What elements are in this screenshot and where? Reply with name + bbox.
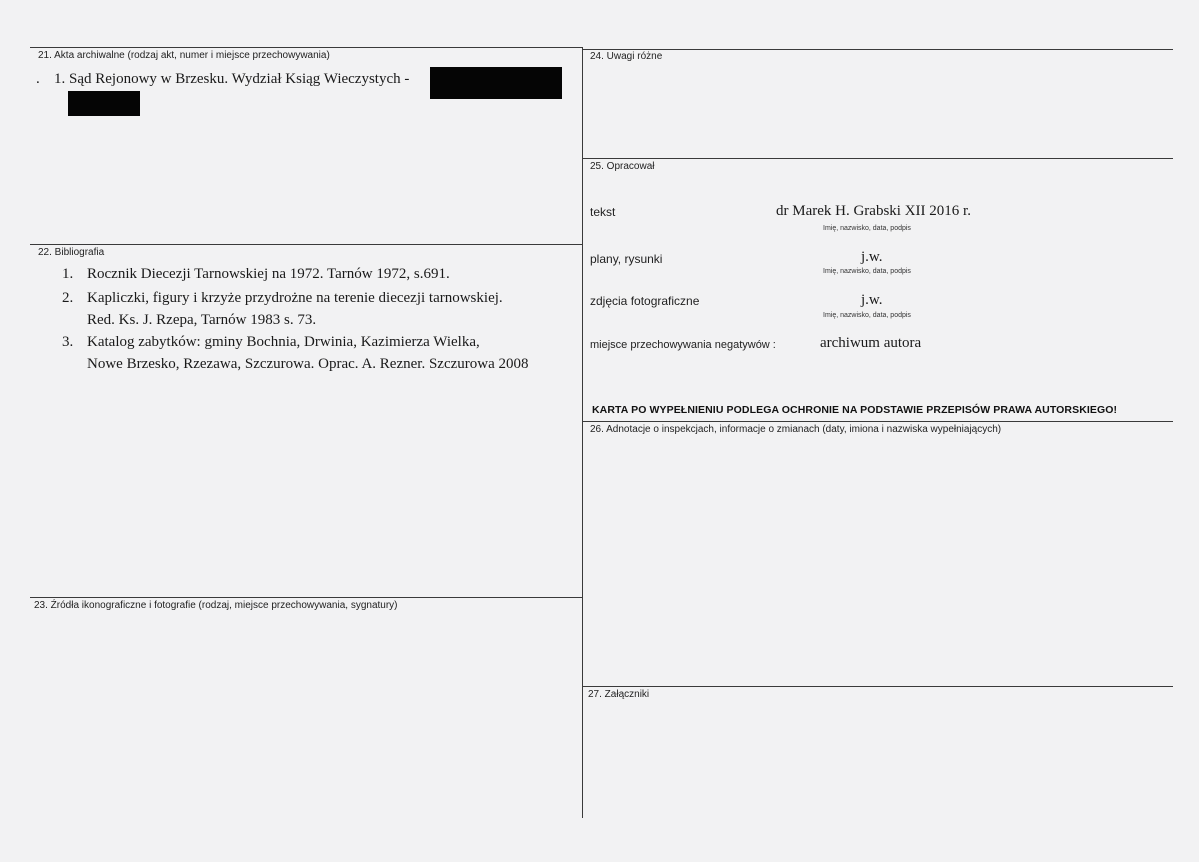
section-22-label: 22. Bibliografia	[38, 247, 105, 258]
plany-label: plany, rysunki	[590, 252, 663, 266]
tekst-caption: Imię, nazwisko, data, podpis	[823, 225, 911, 232]
copyright-warning: KARTA PO WYPEŁNIENIU PODLEGA OCHRONIE NA PODSTAWIE PRZEPISÓW PRAWA AUTORSKIEGO!	[592, 404, 1118, 416]
bib-item-2-num: 2.	[62, 290, 74, 306]
section-21-entry: 1. Sąd Rejonowy w Brzesku. Wydział Ksiąg Wieczystych -	[54, 71, 410, 87]
rule-22	[30, 244, 583, 245]
negatywy-value: archiwum autora	[820, 335, 922, 351]
top-rule-left	[30, 47, 583, 48]
bib-item-3-num: 3.	[62, 334, 74, 350]
zdjecia-value: j.w.	[861, 292, 883, 308]
tekst-value: dr Marek H. Grabski XII 2016 r.	[776, 203, 971, 219]
redaction-block-1	[430, 67, 562, 99]
plany-value: j.w.	[861, 249, 883, 265]
plany-caption: Imię, nazwisko, data, podpis	[823, 268, 911, 275]
section-21-label: 21. Akta archiwalne (rodzaj akt, numer i miejsce przechowywania)	[38, 50, 330, 61]
rule-26	[583, 421, 1173, 422]
bib-item-1-line-1: Rocznik Diecezji Tarnowskiej na 1972. Tarnów 1972, s.691.	[87, 266, 450, 282]
center-divider	[582, 48, 583, 818]
zdjecia-label: zdjęcia fotograficzne	[590, 294, 700, 308]
rule-25	[583, 158, 1173, 159]
section-25-label: 25. Opracował	[590, 161, 655, 172]
negatywy-label: miejsce przechowywania negatywów :	[590, 339, 776, 351]
bib-item-2-line-2: Red. Ks. J. Rzepa, Tarnów 1983 s. 73.	[87, 312, 317, 328]
section-26-label: 26. Adnotacje o inspekcjach, informacje o zmianach (daty, imiona i nazwiska wypełniających)	[590, 424, 1002, 435]
bib-item-3-line-1: Katalog zabytków: gminy Bochnia, Drwinia, Kazimierza Wielka,	[87, 334, 480, 350]
rule-23	[30, 597, 583, 598]
bib-item-3-line-2: Nowe Brzesko, Rzezawa, Szczurowa. Oprac. A. Rezner. Szczurowa 2008	[87, 356, 529, 372]
bib-item-2-line-1: Kapliczki, figury i krzyże przydrożne na terenie diecezji tarnowskiej.	[87, 290, 503, 306]
top-rule-right	[583, 49, 1173, 50]
section-21-dot: .	[36, 71, 40, 87]
section-27-label: 27. Załączniki	[588, 689, 650, 700]
section-24-label: 24. Uwagi różne	[590, 51, 663, 62]
rule-27	[583, 686, 1173, 687]
tekst-label: tekst	[590, 205, 616, 219]
bib-item-1-num: 1.	[62, 266, 74, 282]
redaction-block-2	[68, 91, 140, 116]
zdjecia-caption: Imię, nazwisko, data, podpis	[823, 312, 911, 319]
section-23-label: 23. Źródła ikonograficzne i fotografie (rodzaj, miejsce przechowywania, sygnatury)	[34, 600, 398, 611]
